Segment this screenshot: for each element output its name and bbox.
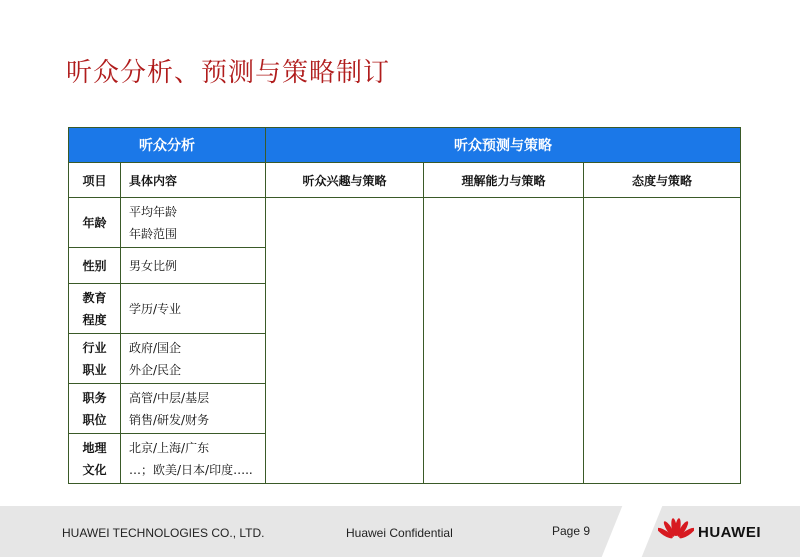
column-header-comprehension: 理解能力与策略	[424, 163, 584, 198]
interest-strategy-cell	[266, 198, 424, 484]
audience-analysis-table	[68, 127, 741, 484]
slide-footer	[0, 506, 800, 557]
group-header-prediction: 听众预测与策略	[266, 128, 741, 163]
comprehension-strategy-cell	[424, 198, 584, 484]
footer-brand: HUAWEI	[698, 524, 761, 541]
group-header-row	[69, 128, 741, 163]
huawei-logo	[658, 518, 788, 548]
group-header-analysis: 听众分析	[69, 128, 266, 163]
slide-title: 听众分析、预测与策略制订	[66, 58, 391, 88]
footer-confidential: Huawei Confidential	[346, 526, 453, 540]
row-details: 政府/国企 外企/民企	[121, 334, 266, 384]
row-details: 平均年龄 年龄范围	[121, 198, 266, 248]
column-header-attitude: 态度与策略	[584, 163, 741, 198]
page-number: Page 9	[552, 524, 591, 538]
column-header-item: 项目	[69, 163, 121, 198]
row-details: 男女比例	[121, 248, 266, 284]
footer-company: HUAWEI TECHNOLOGIES CO., LTD.	[62, 526, 265, 540]
column-header-content: 具体内容	[121, 163, 266, 198]
huawei-logo-icon	[658, 518, 694, 548]
row-details: 北京/上海/广东 …；欧美/日本/印度…..	[121, 434, 266, 484]
column-header-row	[69, 163, 741, 198]
row-details: 学历/专业	[121, 284, 266, 334]
row-category: 行业 职业	[69, 334, 121, 384]
footer-stripe	[602, 506, 663, 557]
row-details: 高管/中层/基层 销售/研发/财务	[121, 384, 266, 434]
row-category: 教育 程度	[69, 284, 121, 334]
attitude-strategy-cell	[584, 198, 741, 484]
row-category: 年龄	[69, 198, 121, 248]
table-row	[69, 198, 741, 248]
row-category: 职务 职位	[69, 384, 121, 434]
column-header-interest: 听众兴趣与策略	[266, 163, 424, 198]
row-category: 性别	[69, 248, 121, 284]
row-category: 地理 文化	[69, 434, 121, 484]
